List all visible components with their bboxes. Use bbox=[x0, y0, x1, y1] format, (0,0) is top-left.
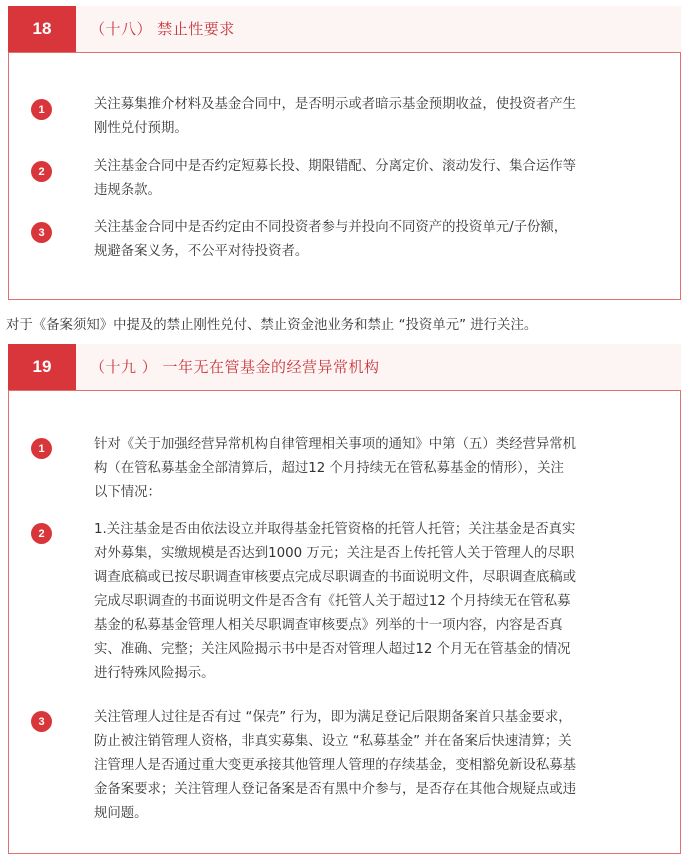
item-text: 关注管理人过往是否有过 “保壳” 行为，即为满足登记后限期备案首只基金要求， 防止被注销管理人资格，非真实募集、设立 “私募基金” 并在备案后快速清算；关 注管理人是否通过重大变更承接其他管理人管理的存续基金，变相豁免新设私募基 金备案要求；关注管理人登记备案是否有黑中介参与，是否存在其他合规疑点或违 规问题。 bbox=[94, 710, 577, 821]
section-number-badge: 19 bbox=[8, 344, 76, 390]
item-text: 关注基金合同中是否约定由不同投资者参与并投向不同资产的投资单元/子份额， 规避备案义务，不公平对待投资者。 bbox=[94, 220, 568, 259]
section-title: （十九 ） 一年无在管基金的经营异常机构 bbox=[90, 358, 380, 376]
number-marker: 2 bbox=[31, 523, 52, 544]
section-title: （十八） 禁止性要求 bbox=[90, 20, 235, 38]
section-18 bbox=[8, 6, 681, 300]
item-text: 针对《关于加强经营异常机构自律管理相关事项的通知》中第（五）类经营异常机 构（在管私募基金全部清算后，超过12 个月持续无在管私募基金的情形），关注 以下情况： bbox=[94, 437, 577, 500]
number-marker: 1 bbox=[31, 438, 52, 459]
item-text: 关注募集推介材料及基金合同中，是否明示或者暗示基金预期收益，使投资者产生 刚性兑付预期。 bbox=[94, 97, 577, 136]
item-text: 1.关注基金是否由依法设立并取得基金托管资格的托管人托管；关注基金是否真实 对外募集，实缴规模是否达到1000 万元；关注是否上传托管人关于管理人的尽职 调查底稿或已按尽职调查审核要点完成尽职调查的书面说明文件，尽职调查底稿或 完成尽职调查的书面说明文件是否含有《托管人关于超过12 个月持续无在管私募 基金的私募基金管理人相关尽职调查审核要点》列举的十一项内容，内容是否真 实、准确、完整；关注风险揭示书中是否对管理人超过12 个月无在管基金的情况 进行特殊风险揭示。 bbox=[94, 522, 577, 681]
section-header bbox=[8, 344, 681, 390]
item-text: 关注基金合同中是否约定短募长投、期限错配、分离定价、滚动发行、集合运作等 违规条款。 bbox=[94, 159, 577, 198]
number-marker: 2 bbox=[31, 161, 52, 182]
section-19 bbox=[8, 344, 681, 854]
section-content-box bbox=[8, 52, 681, 300]
number-marker: 3 bbox=[31, 222, 52, 243]
section-number-badge: 18 bbox=[8, 6, 76, 52]
number-marker: 1 bbox=[31, 99, 52, 120]
section-content-box bbox=[8, 390, 681, 854]
section-header bbox=[8, 6, 681, 52]
number-marker: 3 bbox=[31, 711, 52, 732]
note-text: 对于《备案须知》中提及的禁止刚性兑付、禁止资金池业务和禁止 “投资单元” 进行关注。 bbox=[6, 318, 538, 333]
